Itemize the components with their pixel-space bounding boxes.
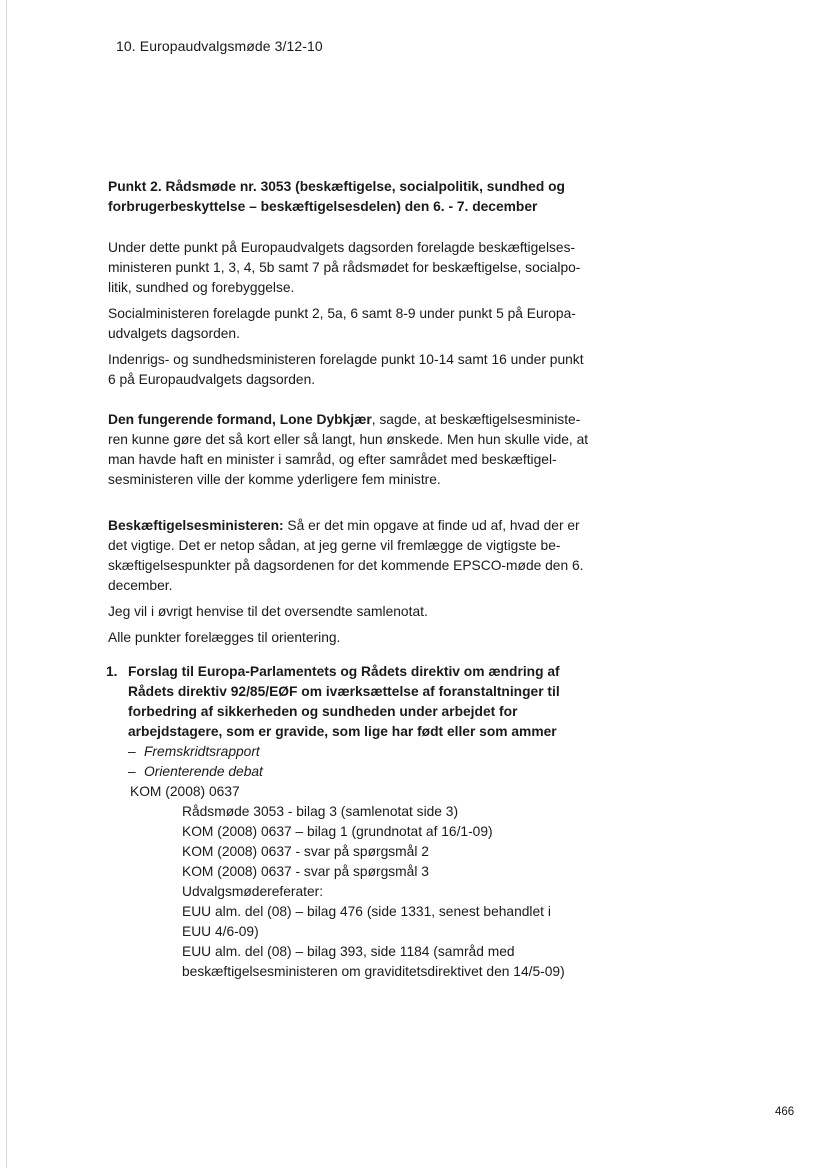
intro-paragraph-1: Under dette punkt på Europaudvalgets dagsorden forelagde beskæftigelses-ministeren punkt 1, 3, 4, 5b samt 7 på rådsmødet for beskæftigelse, socialpo-litik, sundhed og forebyggelse. bbox=[108, 240, 581, 295]
minister-speaker: Beskæftigelsesministeren: bbox=[108, 518, 284, 533]
minister-text: Så er det min opgave at finde ud af, hvad der er det vigtige. Det er netop sådan, at jeg gerne vil fremlægge de vigtigste be-skæftigelsespunkter på dagsordenen for det kommende EPSCO-møde den 6. december. bbox=[108, 518, 584, 593]
minister-line-2: Jeg vil i øvrigt henvise til det oversendte samlenotat. bbox=[108, 604, 428, 619]
chair-text: , sagde, at beskæftigelsesministe-ren kunne gøre det så kort eller så langt, hun ønskede. Men hun skulle vide, at man havde haft en minister i samråd, og efter samrådet med beskæftigel-sesministeren ville der komme yderligere fem ministre. bbox=[108, 412, 589, 487]
reference-line: Udvalgsmødereferater: bbox=[182, 884, 324, 899]
intro-paragraphs bbox=[108, 238, 590, 390]
reference-line: KOM (2008) 0637 - svar på spørgsmål 2 bbox=[182, 844, 429, 859]
reference-line: KOM (2008) 0637 – bilag 1 (grundnotat af 16/1-09) bbox=[182, 824, 493, 839]
reference-line: EUU alm. del (08) – bilag 393, side 1184 (samråd med beskæftigelsesministeren om graviditetsdirektivet den 14/5-09) bbox=[182, 944, 565, 979]
agenda-item-number: 1. bbox=[106, 664, 118, 679]
subpoint: – Fremskridtsrapport bbox=[128, 744, 260, 759]
agenda-item-subpoints bbox=[128, 742, 588, 782]
chair-speaker: Den fungerende formand, Lone Dybkjær bbox=[108, 412, 372, 427]
scan-edge-line bbox=[6, 0, 7, 1168]
minister-statement bbox=[108, 516, 590, 648]
reference-list bbox=[182, 802, 582, 982]
intro-paragraph-3: Indenrigs- og sundhedsministeren forelagde punkt 10-14 samt 16 under punkt 6 på Europaudvalgets dagsorden. bbox=[108, 352, 584, 387]
kom-reference: KOM (2008) 0637 bbox=[130, 784, 240, 799]
intro-paragraph-2: Socialministeren forelagde punkt 2, 5a, 6 samt 8-9 under punkt 5 på Europa-udvalgets dagsorden. bbox=[108, 306, 576, 341]
section-heading bbox=[108, 177, 628, 217]
minister-line-3: Alle punkter forelægges til orientering. bbox=[108, 630, 341, 645]
reference-line: KOM (2008) 0637 - svar på spørgsmål 3 bbox=[182, 864, 429, 879]
agenda-item-title: Forslag til Europa-Parlamentets og Rådets direktiv om ændring af Rådets direktiv 92/85/EØF om iværksættelse af foranstaltninger til forbedring af sikkerheden og sundheden under arbejdet for arbejdstagere, som er gravide, som lige har født eller som ammer bbox=[128, 664, 560, 739]
section-heading-line-2: forbrugerbeskyttelse – beskæftigelsesdelen) den 6. - 7. december bbox=[108, 199, 538, 214]
page-number: 466 bbox=[775, 1106, 795, 1118]
reference-line: EUU alm. del (08) – bilag 476 (side 1331, senest behandlet i EUU 4/6-09) bbox=[182, 904, 551, 939]
subpoint: – Orienterende debat bbox=[128, 764, 263, 779]
section-heading-line-1: Punkt 2. Rådsmøde nr. 3053 (beskæftigelse, socialpolitik, sundhed og bbox=[108, 179, 565, 194]
reference-line: Rådsmøde 3053 - bilag 3 (samlenotat side 3) bbox=[182, 804, 459, 819]
chair-statement bbox=[108, 410, 590, 490]
document-header: 10. Europaudvalgsmøde 3/12-10 bbox=[116, 38, 323, 54]
